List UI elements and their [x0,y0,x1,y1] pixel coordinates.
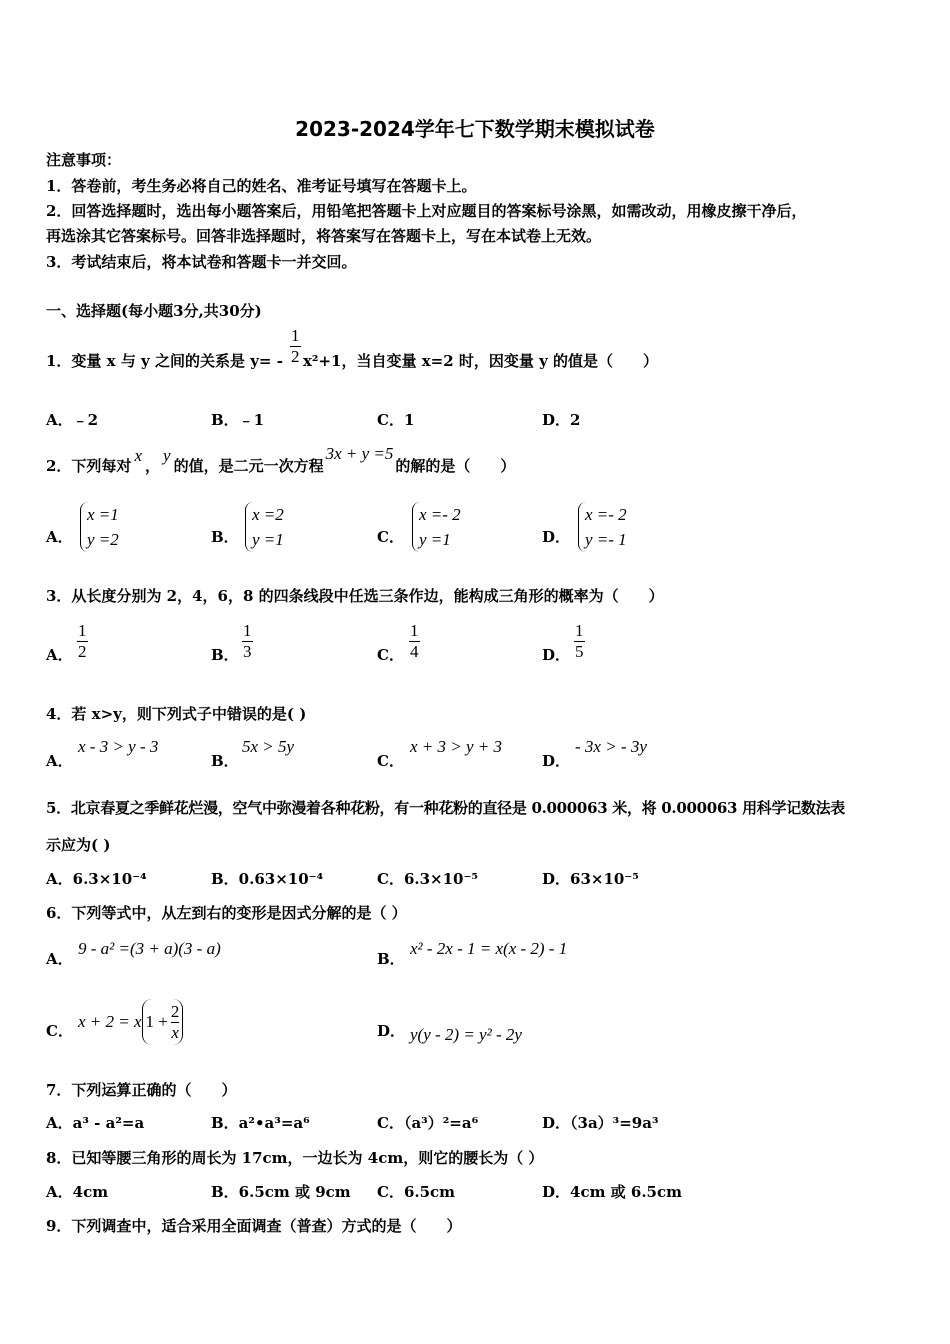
q6-expr-b: x² - 2x - 1 = x(x - 2) - 1 [410,939,568,958]
q3-option-d[interactable]: D． [542,646,571,664]
q4-option-b[interactable]: B． [211,752,239,770]
q2-var-x: x [134,446,142,465]
expr-part: 1 + [145,1012,168,1031]
page-title: 2023-2024学年七下数学期末模拟试卷 [295,117,655,141]
q1-option-b[interactable]: B．﹣1 [211,411,265,429]
notice-item: 3．考试结束后，将本试卷和答题卡一并交回。 [46,253,357,271]
equation: x =2 [252,505,284,524]
q6-expr-a: 9 - a² =(3 + a)(3 - a) [78,939,221,958]
q2-equation: 3x + y =5 [325,444,394,463]
q3-option-a[interactable]: A． [46,646,73,664]
denominator: 2 [78,642,87,661]
question-7: 7．下列运算正确的（ ） [46,1081,237,1099]
question-4: 4．若 x>y，则下列式子中错误的是( ) [46,705,307,723]
q2-system-a [80,502,119,552]
q5-option-d[interactable]: D．63×10⁻⁵ [542,870,639,888]
equation: x =1 [87,505,119,524]
q1-text: 1．变量 x 与 y 之间的关系是 y= - [46,352,283,370]
q2-system-b [245,502,284,552]
q2-text-end: 的解的是（ ） [395,457,516,475]
equation: y =1 [252,530,284,549]
q2-system-c [412,502,461,552]
q3-fraction-d [574,621,585,662]
denominator: 2 [291,347,300,366]
q1-option-d[interactable]: D．2 [542,411,581,429]
q2-option-a[interactable]: A． [46,528,73,546]
section-heading: 一、选择题(每小题3分,共30分) [46,302,262,320]
question-5-cont: 示应为( ) [46,836,111,854]
q3-option-c[interactable]: C． [377,646,404,664]
q6-expr-c [78,998,183,1046]
q4-expr-b: 5x > 5y [242,737,295,756]
q2-option-d[interactable]: D． [542,528,571,546]
q5-option-c[interactable]: C．6.3×10⁻⁵ [377,870,478,888]
q8-option-c[interactable]: C．6.5cm [377,1183,456,1201]
q1-fraction [290,326,301,367]
denominator: 3 [243,642,252,661]
question-8: 8．已知等腰三角形的周长为 17cm，一边长为 4cm，则它的腰长为（ ） [46,1149,544,1167]
numerator: 1 [243,621,252,640]
q3-fraction-a [77,621,88,662]
q4-expr-a: x - 3 > y - 3 [78,737,159,756]
q6-expr-d: y(y - 2) = y² - 2y [410,1025,522,1044]
equation: y =- 1 [585,530,627,549]
numerator: 1 [410,621,419,640]
notice-item: 2．回答选择题时，选出每小题答案后，用铅笔把答题卡上对应题目的答案标号涂黑，如需改动，用橡皮擦干净后， [46,202,807,220]
q7-option-c[interactable]: C．（a³）²=a⁶ [377,1114,479,1132]
q6-option-b[interactable]: B． [377,950,405,968]
q3-fraction-b [242,621,253,662]
question-2 [46,444,516,475]
q4-option-a[interactable]: A． [46,752,73,770]
equation: x =- 2 [585,505,627,524]
q1-option-a[interactable]: A．﹣2 [46,411,99,429]
parentheses [142,999,184,1045]
q6-option-c[interactable]: C． [46,1022,73,1040]
q5-option-a[interactable]: A．6.3×10⁻⁴ [46,870,147,888]
q2-option-b[interactable]: B． [211,528,239,546]
q2-system-d [578,502,627,552]
q2-text: 2．下列每对 [46,457,132,475]
numerator: 1 [291,326,300,345]
q2-comma: ， [145,457,161,475]
equation: y =1 [419,530,451,549]
q7-option-b[interactable]: B．a²•a³=a⁶ [211,1114,310,1132]
q4-option-d[interactable]: D． [542,752,571,770]
question-1 [46,352,658,370]
q8-option-a[interactable]: A．4cm [46,1183,109,1201]
question-6: 6．下列等式中，从左到右的变形是因式分解的是（ ） [46,904,407,922]
q8-option-d[interactable]: D．4cm 或 6.5cm [542,1183,682,1201]
denominator: 5 [575,642,584,661]
notice-item: 1．答卷前，考生务必将自己的姓名、准考证号填写在答题卡上。 [46,177,477,195]
numerator: 1 [78,621,87,640]
q6-option-a[interactable]: A． [46,950,73,968]
q7-option-d[interactable]: D．（3a）³=9a³ [542,1114,659,1132]
q7-option-a[interactable]: A．a³ - a²=a [46,1114,145,1132]
q6-option-d[interactable]: D． [377,1022,406,1040]
q4-expr-d: - 3x > - 3y [575,737,647,756]
q1-text-post: x²+1，当自变量 x=2 时，因变量 y 的值是（ ） [302,352,659,370]
equation: x =- 2 [419,505,461,524]
equation: y =2 [87,530,119,549]
q5-option-b[interactable]: B．0.63×10⁻⁴ [211,870,324,888]
question-3: 3．从长度分别为 2，4，6，8 的四条线段中任选三条作边，能构成三角形的概率为（ ） [46,587,664,605]
numerator: 2 [170,1001,180,1021]
expr-part: x + 2 = x [78,1012,142,1031]
denominator: x [171,1022,179,1042]
numerator: 1 [575,621,584,640]
denominator: 4 [410,642,419,661]
notice-heading: 注意事项： [46,151,122,169]
q3-option-b[interactable]: B． [211,646,239,664]
q3-fraction-c [409,621,420,662]
notice-item: 再选涂其它答案标号。回答非选择题时，将答案写在答题卡上，写在本试卷上无效。 [46,227,602,245]
q2-option-c[interactable]: C． [377,528,404,546]
question-5: 5．北京春夏之季鲜花烂漫，空气中弥漫着各种花粉，有一种花粉的直径是 0.000063 米，将 0.000063 用科学记数法表 [46,799,845,817]
q4-expr-c: x + 3 > y + 3 [410,737,503,756]
q2-var-y: y [163,446,171,465]
q8-option-b[interactable]: B．6.5cm 或 9cm [211,1183,351,1201]
question-9: 9．下列调查中，适合采用全面调查（普查）方式的是（ ） [46,1217,462,1235]
q4-option-c[interactable]: C． [377,752,404,770]
q1-option-c[interactable]: C．1 [377,411,415,429]
q2-text-mid: 的值，是二元一次方程 [173,457,324,475]
